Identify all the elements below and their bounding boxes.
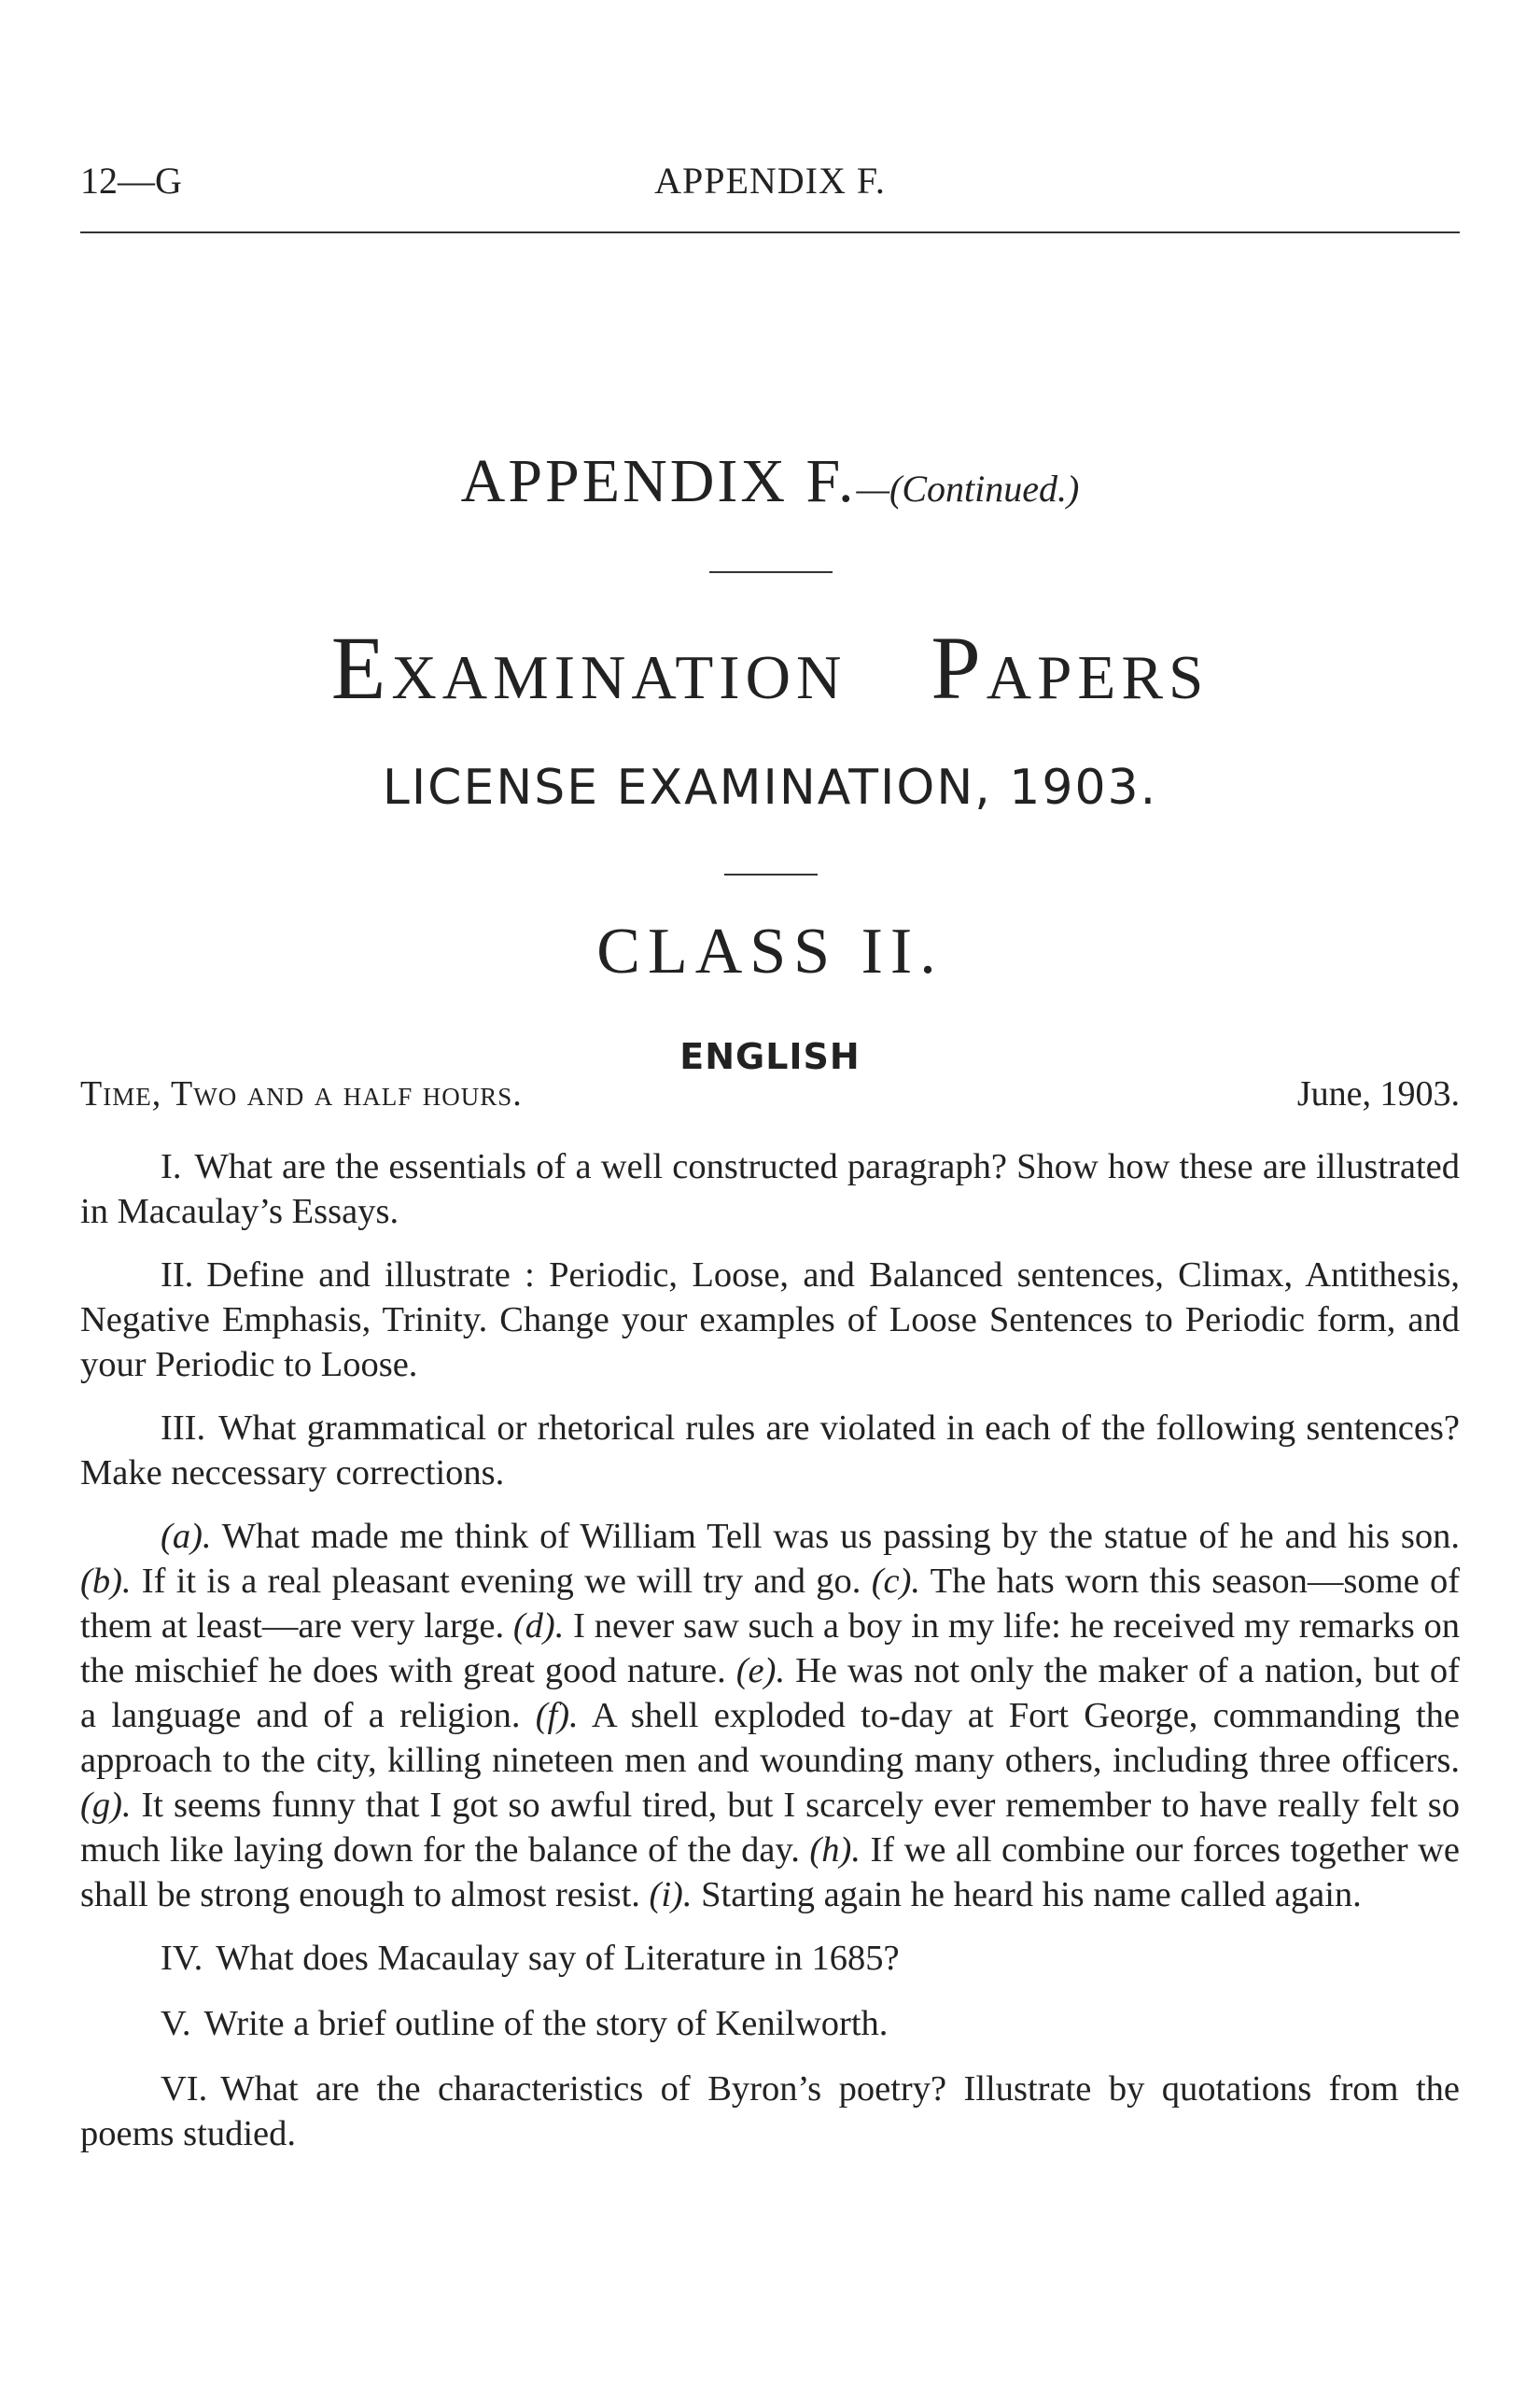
license-line: LICENSE EXAMINATION, 1903. [382,760,1158,816]
continued-note: —(Continued.) [856,468,1080,510]
running-head [80,159,1460,211]
sentence-label: (e). [735,1651,786,1690]
sentence-label: (a). [161,1517,212,1556]
sentence-label: (h). [809,1830,861,1870]
sentence-text: He was not only the maker of a nation, but of a language and of a religion. [80,1651,1460,1735]
appendix-title-text: APPENDIX F. [460,447,857,515]
time-allowed: Time, Two and a half hours. [80,1074,523,1114]
page-number: 12—G [80,160,182,202]
main-title-word2: Papers [931,618,1210,718]
header-rule [80,231,1460,233]
sentence-label: (i). [649,1875,693,1914]
sentence-text: If it is a real pleasant evening we will try and go. [141,1562,861,1601]
sentence-label: (g). [80,1786,132,1825]
question-1: I. What are the essentials of a well constructed paragraph? Show how these are illustrated in Macaulay’s Essays. [80,1147,1460,1231]
main-title-word1: Examination [330,618,847,718]
sentence-text: It seems funny that I got so awful tired, but I scarcely ever remember to have really felt so much like laying down for the balance of the day. [80,1786,1460,1870]
sentence-text: What made me think of William Tell was us passing by the statue of he and his son. [221,1517,1460,1556]
sentence-text: The hats worn this season—some of them at least—are very large. [80,1562,1461,1646]
sentence-text: I never saw such a boy in my life: he received my remarks on the mischief he does with great good nature. [80,1606,1460,1690]
class-line: CLASS II. [596,916,944,988]
questions [80,1144,1460,2175]
appendix-title [80,446,1460,517]
sentence-text: A shell exploded to-day at Fort George, commanding the approach to the city, killing nineteen men and wounding many others, including three officers. [80,1696,1460,1780]
title-rule [709,571,833,573]
sentence-label: (f). [535,1696,579,1735]
question-6: VI. What are the characteristics of Byron’s poetry? Illustrate by quotations from the poems studied. [80,2069,1460,2153]
question-5: V. Write a brief outline of the story of Kenilworth. [161,2004,889,2043]
sentences-paragraph [80,1514,1460,1917]
sentence-label: (d). [512,1606,565,1646]
sentence-text: Starting again he heard his name called again. [701,1875,1362,1914]
subject-heading: ENGLISH [679,1036,861,1077]
running-title: APPENDIX F. [654,160,886,202]
sentence-text: If we all combine our forces together we shall be strong enough to almost resist. [80,1830,1460,1914]
question-4: IV. What does Macaulay say of Literature in 1685? [161,1939,900,1978]
main-title [80,616,1460,720]
question-3: III. What grammatical or rhetorical rules are violated in each of the following sentences? Make neccessary corrections. [80,1408,1460,1492]
sentence-label: (c). [871,1562,921,1601]
sentence-label: (b). [80,1562,132,1601]
exam-date: June, 1903. [1296,1074,1460,1114]
license-rule [724,874,818,876]
question-2: II. Define and illustrate : Periodic, Loose, and Balanced sentences, Climax, Antithesis, Negative Emphasis, Trinity. Change your examples of Loose Sentences to Periodic form, and your Periodic to Loose. [80,1255,1460,1384]
